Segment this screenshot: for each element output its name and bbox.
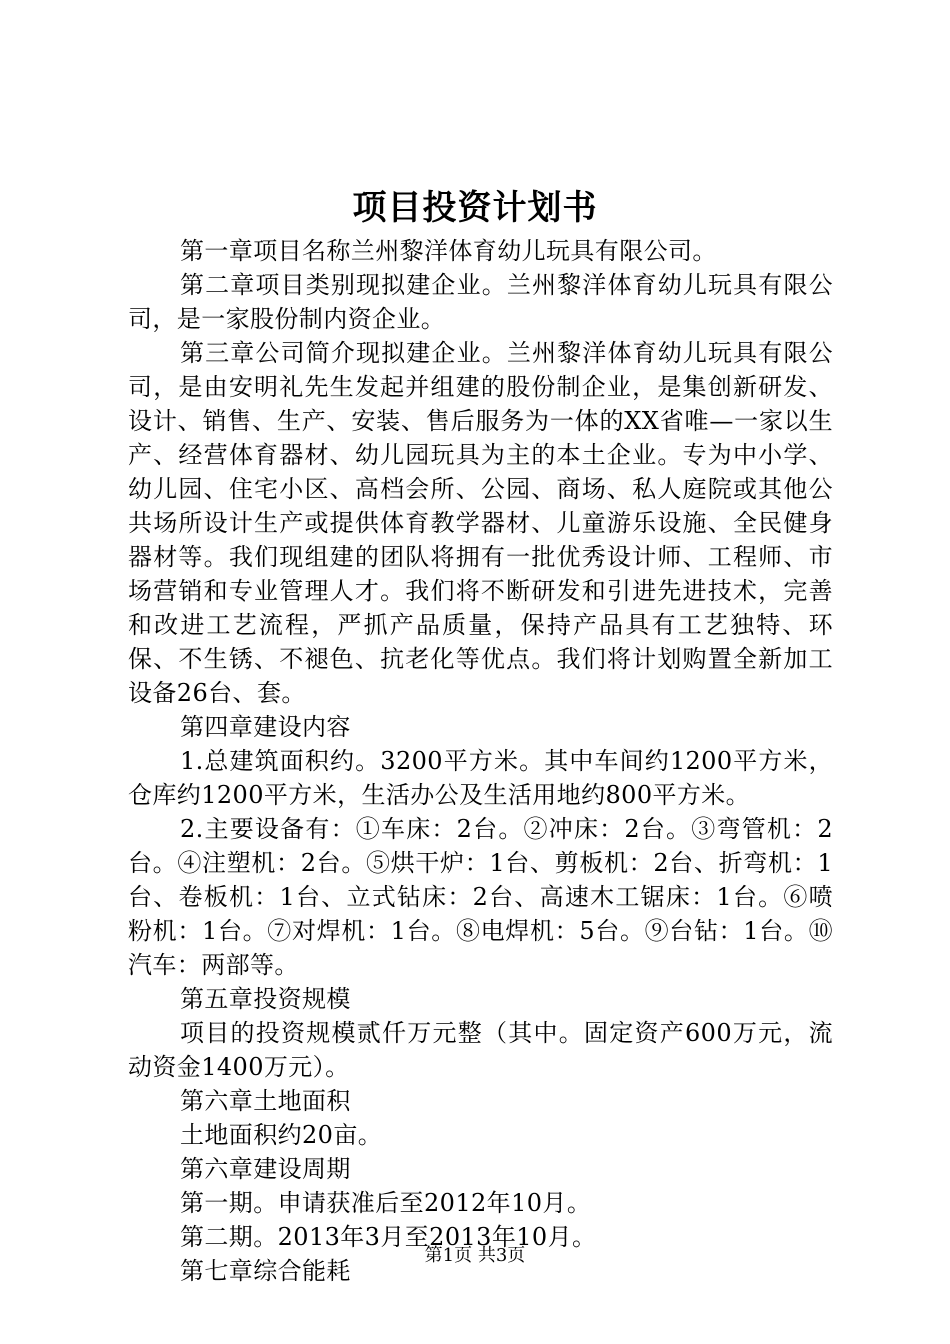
document-body <box>128 234 833 1288</box>
heading-chapter-7: 第七章综合能耗 <box>180 1257 351 1285</box>
page-footer: 第1页 共3页 <box>424 1245 526 1266</box>
paragraph-chapter-2: 第二章项目类别现拟建企业。兰州黎洋体育幼儿玩具有限公司，是一家股份制内资企业。 <box>128 271 833 333</box>
paragraph-chapter-1: 第一章项目名称兰州黎洋体育幼儿玩具有限公司。 <box>180 237 717 265</box>
heading-chapter-6-land: 第六章土地面积 <box>180 1087 351 1115</box>
paragraph-equipment-list: 2.主要设备有：①车床：2台。②冲床：2台。③弯管机：2台。④注塑机：2台。⑤烘干炉：1台、剪板机：2台、折弯机：1台、卷板机：1台、立式钻床：2台、高速木工锯床：1台。⑥喷粉机：1台。⑦对焊机：1台。⑧电焊机：5台。⑨台钻：1台。⑩汽车：两部等。 <box>128 815 833 979</box>
document-title: 项目投资计划书 <box>352 188 598 228</box>
heading-chapter-4: 第四章建设内容 <box>180 713 351 741</box>
paragraph-chapter-3: 第三章公司简介现拟建企业。兰州黎洋体育幼儿玩具有限公司，是由安明礼先生发起并组建的股份制企业，是集创新研发、设计、销售、生产、安装、售后服务为一体的XX省唯—一家以生产、经营体育器材、幼儿园玩具为主的本土企业。专为中小学、幼儿园、住宅小区、高档会所、公园、商场、私人庭院或其他公共场所设计生产或提供体育教学器材、儿童游乐设施、全民健身器材等。我们现组建的团队将拥有一批优秀设计师、工程师、市场营销和专业管理人才。我们将不断研发和引进先进技术，完善和改进工艺流程，严抓产品质量，保持产品具有工艺独特、环保、不生锈、不褪色、抗老化等优点。我们将计划购置全新加工设备26台、套。 <box>128 339 833 707</box>
paragraph-building-area: 1.总建筑面积约。3200平方米。其中车间约1200平方米，仓库约1200平方米，生活办公及生活用地约800平方米。 <box>128 747 833 809</box>
heading-chapter-6-period: 第六章建设周期 <box>180 1155 351 1183</box>
paragraph-phase-1: 第一期。申请获准后至2012年10月。 <box>180 1189 592 1217</box>
paragraph-land-area: 土地面积约20亩。 <box>180 1121 383 1149</box>
paragraph-investment-scale: 项目的投资规模贰仟万元整（其中。固定资产600万元，流动资金1400万元）。 <box>128 1019 833 1081</box>
heading-chapter-5: 第五章投资规模 <box>180 985 351 1013</box>
paragraph-phase-2: 第二期。2013年3月至2013年10月。 <box>180 1223 597 1251</box>
